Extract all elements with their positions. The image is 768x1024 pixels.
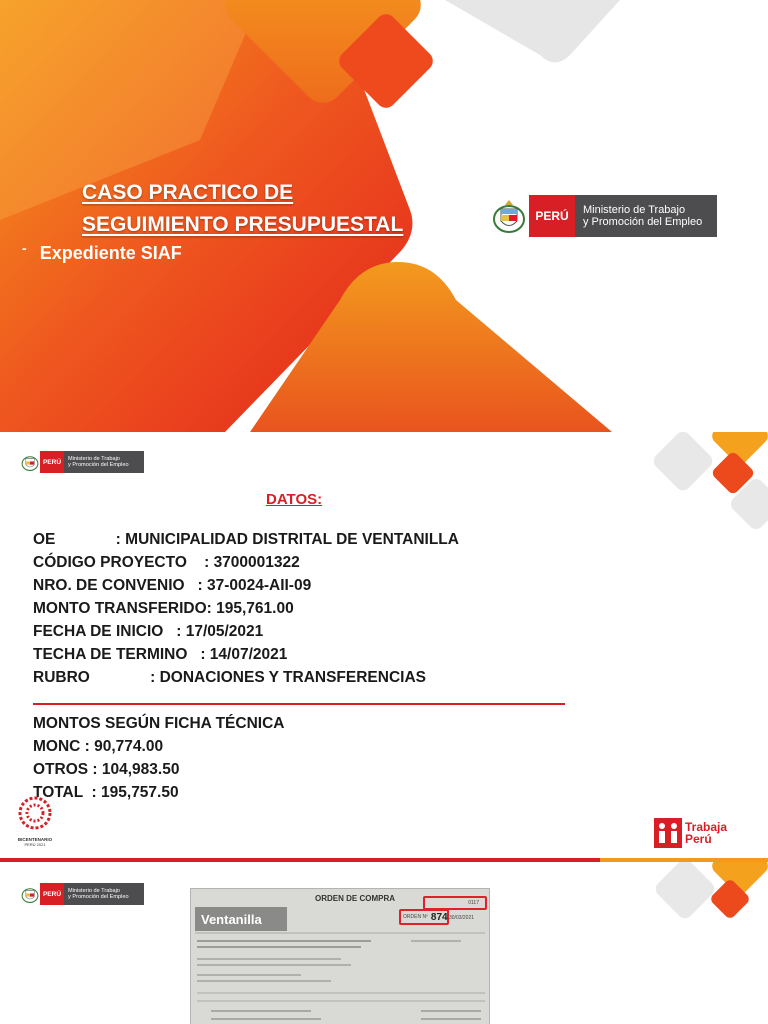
datos-heading: DATOS: xyxy=(266,491,323,508)
field-fecha-inicio: FECHA DE INICIO : 17/05/2021 xyxy=(33,623,264,640)
field-nro-convenio: NRO. DE CONVENIO : 37-0024-AII-09 xyxy=(33,577,312,594)
grey-shape-top xyxy=(445,0,620,63)
project-fields xyxy=(33,528,459,689)
highlight-nro: 0117 xyxy=(423,896,487,910)
ministry-name: Ministerio de Trabajo y Promoción del Empleo xyxy=(64,451,144,473)
peru-label: PERÚ xyxy=(40,883,64,905)
purchase-order-scan xyxy=(190,888,490,1024)
document-date: 30/03/2021 xyxy=(449,915,475,921)
field-monto-transferido: MONTO TRANSFERIDO: 195,761.00 xyxy=(33,600,294,617)
bicentenario-icon xyxy=(15,794,55,832)
montos-section xyxy=(33,712,284,804)
ministry-name: Ministerio de Trabajo y Promoción del Empleo xyxy=(575,195,717,237)
subtitle: - Expediente SIAF xyxy=(22,240,182,263)
coat-of-arms-icon xyxy=(20,883,40,905)
ministry-logo-small xyxy=(20,883,144,905)
highlight-order-number: ORDEN Nº 874 xyxy=(399,909,449,925)
ministry-logo xyxy=(489,195,717,237)
coat-of-arms-icon xyxy=(489,195,529,237)
title-slide xyxy=(0,0,768,432)
presentation-title: CASO PRACTICO DE SEGUIMIENTO PRESUPUESTAL xyxy=(82,181,404,236)
bicentenario-logo: BICENTENARIO PERÚ 2021 xyxy=(12,794,58,847)
document-body-lines xyxy=(191,929,489,1024)
peru-label: PERÚ xyxy=(40,451,64,473)
document-title: ORDEN DE COMPRA xyxy=(315,894,396,903)
field-codigo-proyecto: CÓDIGO PROYECTO : 3700001322 xyxy=(33,554,300,571)
coat-of-arms-icon xyxy=(20,451,40,473)
document-slide xyxy=(0,862,768,1024)
field-fecha-termino: TECHA DE TERMINO : 14/07/2021 xyxy=(33,646,288,663)
ministry-logo-small xyxy=(20,451,144,473)
field-oe: OE : MUNICIPALIDAD DISTRITAL DE VENTANILLA xyxy=(33,531,459,548)
people-icon xyxy=(654,818,682,848)
monto-monc: MONC : 90,774.00 xyxy=(33,738,164,755)
peru-label: PERÚ xyxy=(529,195,575,237)
ministry-name: Ministerio de Trabajo y Promoción del Empleo xyxy=(64,883,144,905)
ventanilla-brand: Ventanilla xyxy=(195,907,287,931)
trabaja-peru-logo: Trabaja Perú xyxy=(654,818,727,848)
monto-total: TOTAL : 195,757.50 xyxy=(33,784,179,801)
montos-heading: MONTOS SEGÚN FICHA TÉCNICA xyxy=(33,715,285,732)
monto-otros: OTROS : 104,983.50 xyxy=(33,761,180,778)
data-slide xyxy=(0,432,768,862)
field-rubro: RUBRO : DONACIONES Y TRANSFERENCIAS xyxy=(33,669,426,686)
divider xyxy=(33,703,565,705)
